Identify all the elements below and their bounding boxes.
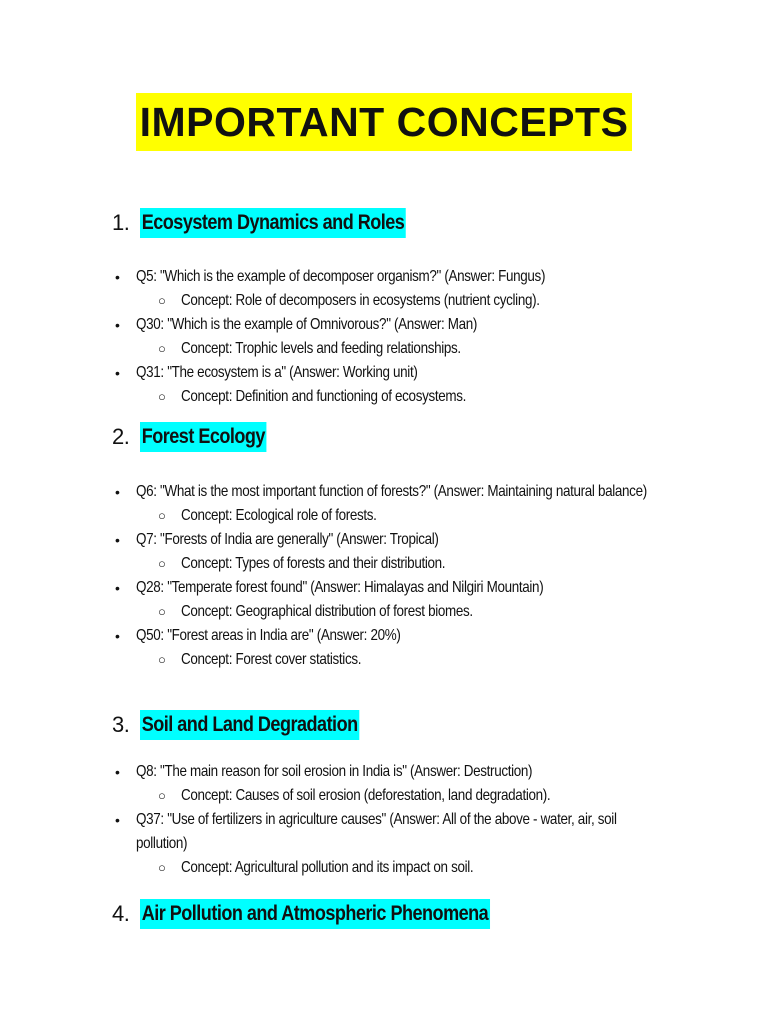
question-item xyxy=(112,528,702,552)
question-text: Q7: "Forests of India are generally" (Answer: Tropical) xyxy=(136,531,439,548)
question-item xyxy=(112,480,702,504)
concept-item xyxy=(112,289,702,313)
concept-text: Concept: Forest cover statistics. xyxy=(181,651,362,668)
concept-item xyxy=(112,337,702,361)
section-number: 2. xyxy=(112,424,130,449)
bullet-icon: • xyxy=(115,532,120,548)
section-heading xyxy=(112,207,702,239)
bullet-icon: • xyxy=(115,764,120,780)
question-text: Q37: "Use of fertilizers in agriculture causes" (Answer: All of the above - water, air, soil pollution) xyxy=(136,811,617,852)
section-heading xyxy=(112,421,702,453)
question-text: Q5: "Which is the example of decomposer organism?" (Answer: Fungus) xyxy=(136,268,546,285)
section-title: Ecosystem Dynamics and Roles xyxy=(140,208,406,238)
question-item xyxy=(112,808,702,856)
section-forest-ecology xyxy=(112,421,702,672)
question-item xyxy=(112,265,702,289)
concept-text: Concept: Types of forests and their distribution. xyxy=(181,555,446,572)
concept-item xyxy=(112,552,702,576)
question-item xyxy=(112,760,702,784)
concept-item xyxy=(112,385,702,409)
question-text: Q31: "The ecosystem is a" (Answer: Working unit) xyxy=(136,364,418,381)
question-list xyxy=(112,265,702,409)
section-number: 3. xyxy=(112,712,130,737)
concept-item xyxy=(112,856,702,880)
section-number: 1. xyxy=(112,210,130,235)
question-item xyxy=(112,576,702,600)
circle-bullet-icon: ○ xyxy=(158,389,166,404)
question-text: Q8: "The main reason for soil erosion in India is" (Answer: Destruction) xyxy=(136,763,533,780)
section-ecosystem-dynamics xyxy=(112,207,702,409)
question-item xyxy=(112,313,702,337)
concept-item xyxy=(112,784,702,808)
bullet-icon: • xyxy=(115,812,120,828)
question-item xyxy=(112,361,702,385)
title-wrapper xyxy=(0,93,768,151)
concept-text: Concept: Geographical distribution of forest biomes. xyxy=(181,603,473,620)
circle-bullet-icon: ○ xyxy=(158,508,166,523)
section-title: Forest Ecology xyxy=(140,422,267,452)
bullet-icon: • xyxy=(115,580,120,596)
section-heading xyxy=(112,709,702,741)
concept-text: Concept: Definition and functioning of ecosystems. xyxy=(181,388,467,405)
section-heading xyxy=(112,898,702,930)
circle-bullet-icon: ○ xyxy=(158,652,166,667)
bullet-icon: • xyxy=(115,317,120,333)
question-list xyxy=(112,480,702,672)
bullet-icon: • xyxy=(115,628,120,644)
concept-item xyxy=(112,504,702,528)
question-item xyxy=(112,624,702,648)
bullet-icon: • xyxy=(115,365,120,381)
circle-bullet-icon: ○ xyxy=(158,556,166,571)
circle-bullet-icon: ○ xyxy=(158,293,166,308)
question-text: Q28: "Temperate forest found" (Answer: Himalayas and Nilgiri Mountain) xyxy=(136,579,544,596)
question-list xyxy=(112,760,702,880)
circle-bullet-icon: ○ xyxy=(158,604,166,619)
section-air-pollution xyxy=(112,898,702,930)
section-title: Air Pollution and Atmospheric Phenomena xyxy=(140,899,490,929)
circle-bullet-icon: ○ xyxy=(158,341,166,356)
concept-text: Concept: Trophic levels and feeding relationships. xyxy=(181,340,461,357)
concept-text: Concept: Causes of soil erosion (deforestation, land degradation). xyxy=(181,787,551,804)
bullet-icon: • xyxy=(115,484,120,500)
bullet-icon: • xyxy=(115,269,120,285)
concept-item xyxy=(112,600,702,624)
concept-text: Concept: Ecological role of forests. xyxy=(181,507,377,524)
concept-text: Concept: Role of decomposers in ecosystems (nutrient cycling). xyxy=(181,292,540,309)
section-soil-land-degradation xyxy=(112,709,702,880)
concept-item xyxy=(112,648,702,672)
question-text: Q6: "What is the most important function of forests?" (Answer: Maintaining natural balance) xyxy=(136,483,647,500)
circle-bullet-icon: ○ xyxy=(158,788,166,803)
concept-text: Concept: Agricultural pollution and its impact on soil. xyxy=(181,859,474,876)
question-text: Q30: "Which is the example of Omnivorous?" (Answer: Man) xyxy=(136,316,478,333)
question-text: Q50: "Forest areas in India are" (Answer: 20%) xyxy=(136,627,401,644)
section-number: 4. xyxy=(112,901,130,926)
page-title: IMPORTANT CONCEPTS xyxy=(136,93,633,151)
section-title: Soil and Land Degradation xyxy=(140,710,359,740)
circle-bullet-icon: ○ xyxy=(158,860,166,875)
